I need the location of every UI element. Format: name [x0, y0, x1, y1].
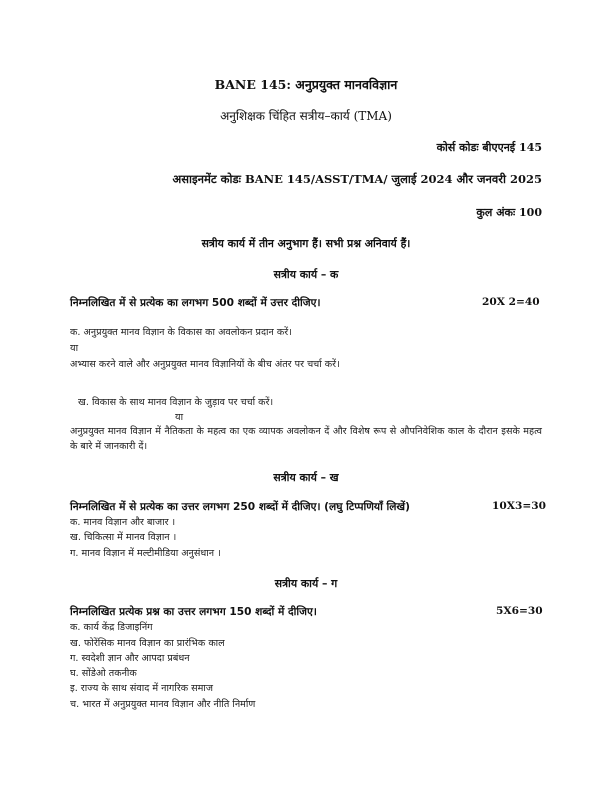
section-b-instruction: निम्नलिखित में से प्रत्येक का उत्तर लगभग 250 शब्दों में दीजिए। (लघु टिप्पणियाँ लिखें) [70, 501, 410, 513]
section-b-item: क. मानव विज्ञान और बाजार । [70, 517, 176, 528]
section-b-title: सत्रीय कार्य – ख [273, 471, 339, 484]
section-a-marks: 20X 2=40 [482, 296, 540, 308]
general-note: सत्रीय कार्य में तीन अनुभाग हैं। सभी प्रश्न अनिवार्य हैं। [201, 237, 411, 250]
section-c-item: ख. फोरेंसिक मानव विज्ञान का प्रारंभिक काल [70, 638, 225, 649]
question-1b: अभ्यास करने वाले और अनुप्रयुक्त मानव विज्ञानियों के बीच अंतर पर चर्चा करें। [70, 359, 340, 370]
section-c-instruction: निम्नलिखित प्रत्येक प्रश्न का उत्तर लगभग 150 शब्दों में दीजिए। [70, 606, 317, 618]
or-separator-2: या [175, 412, 184, 423]
section-b-item: ग. मानव विज्ञान में मल्टीमीडिया अनुसंधान । [70, 548, 221, 559]
section-a-title: सत्रीय कार्य – क [273, 268, 339, 281]
section-a-instruction: निम्नलिखित में से प्रत्येक का लगभग 500 शब्दों में उत्तर दीजिए। [70, 297, 321, 309]
section-c-title: सत्रीय कार्य – ग [274, 577, 338, 590]
section-b-item: ख. चिकित्सा में मानव विज्ञान । [70, 532, 177, 543]
assignment-code: असाइनमेंट कोडः BANE 145/ASST/TMA/ जुलाई 2024 और जनवरी 2025 [172, 172, 542, 186]
section-c-item: ग. स्वदेशी ज्ञान और आपदा प्रबंधन [70, 653, 190, 664]
question-2b: अनुप्रयुक्त मानव विज्ञान में नैतिकता के महत्व का एक व्यापक अवलोकन दें और विशेष रूप से औपनिवेशिक काल के दौरान इसके महत्व के बारे में जानकारी दें। [70, 426, 542, 452]
tma-title: अनुशिक्षक चिंहित सत्रीय–कार्य (TMA) [220, 109, 392, 123]
section-c-item: इ. राज्य के साथ संवाद में नागरिक समाज [70, 683, 213, 694]
section-c-item: क. कार्य केंद्र डिजाइनिंग [70, 622, 153, 633]
or-separator-1: या [70, 343, 79, 354]
question-1a: क. अनुप्रयुक्त मानव विज्ञान के विकास का अवलोकन प्रदान करें। [70, 327, 292, 338]
section-c-marks: 5X6=30 [496, 605, 543, 617]
course-code: कोर्स कोडः बीएएनई 145 [436, 141, 542, 154]
course-title: BANE 145: अनुप्रयुक्त मानवविज्ञान [214, 77, 398, 92]
section-c-item: घ. सोंडेओ तकनीक [70, 668, 137, 679]
total-marks: कुल अंकः 100 [476, 206, 542, 219]
section-b-marks: 10X3=30 [492, 500, 546, 512]
question-2a: ख. विकास के साथ मानव विज्ञान के जुड़ाव पर चर्चा करें। [78, 397, 274, 408]
section-c-item: च. भारत में अनुप्रयुक्त मानव विज्ञान और नीति निर्माण [70, 699, 256, 710]
